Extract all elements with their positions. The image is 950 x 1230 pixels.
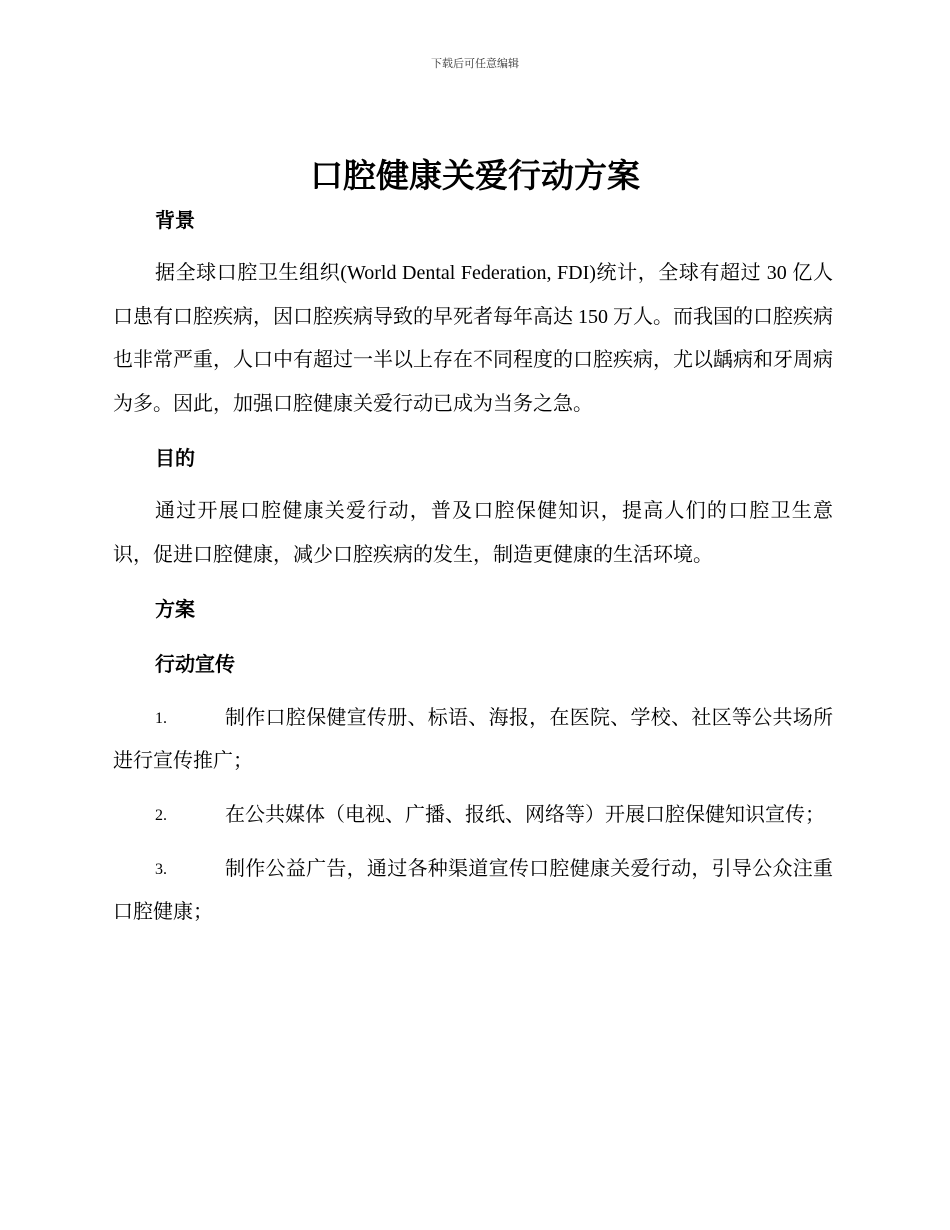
section-heading-plan: 方案 — [155, 597, 195, 621]
list-item-text: 制作口腔保健宣传册、标语、海报，在医院、学校、社区等公共场所进行宣传推广； — [113, 707, 833, 772]
background-paragraph: 据全球口腔卫生组织(World Dental Federation, FDI)统计，全球有超过 30 亿人口患有口腔疾病，因口腔疾病导致的早死者每年高达 150 万人。而我国的口腔疾病也非常严重，人口中有超过一半以上存在不同程度的口腔疾病，尤以龋病和牙周病为多。因此，加强口腔健康关爱行动已成为当务之急。 — [113, 262, 833, 415]
list-item-number: 1. — [155, 710, 167, 727]
list-item — [113, 697, 833, 783]
list-item-number: 3. — [155, 861, 167, 878]
subheading-campaign: 行动宣传 — [155, 652, 235, 676]
list-item — [113, 848, 833, 934]
list-item — [113, 794, 833, 837]
header-note: 下载后可任意编辑 — [431, 57, 519, 70]
list-item-text: 制作公益广告，通过各种渠道宣传口腔健康关爱行动，引导公众注重口腔健康； — [113, 858, 833, 923]
section-heading-purpose: 目的 — [155, 446, 195, 470]
document-body — [113, 198, 833, 934]
purpose-paragraph: 通过开展口腔健康关爱行动，普及口腔保健知识，提高人们的口腔卫生意识，促进口腔健康，减少口腔疾病的发生，制造更健康的生活环境。 — [113, 500, 833, 566]
list-item-text: 在公共媒体（电视、广播、报纸、网络等）开展口腔保健知识宣传； — [225, 804, 825, 826]
document-title: 口腔健康关爱行动方案 — [310, 156, 640, 195]
section-heading-background: 背景 — [155, 208, 195, 232]
list-item-number: 2. — [155, 807, 167, 824]
